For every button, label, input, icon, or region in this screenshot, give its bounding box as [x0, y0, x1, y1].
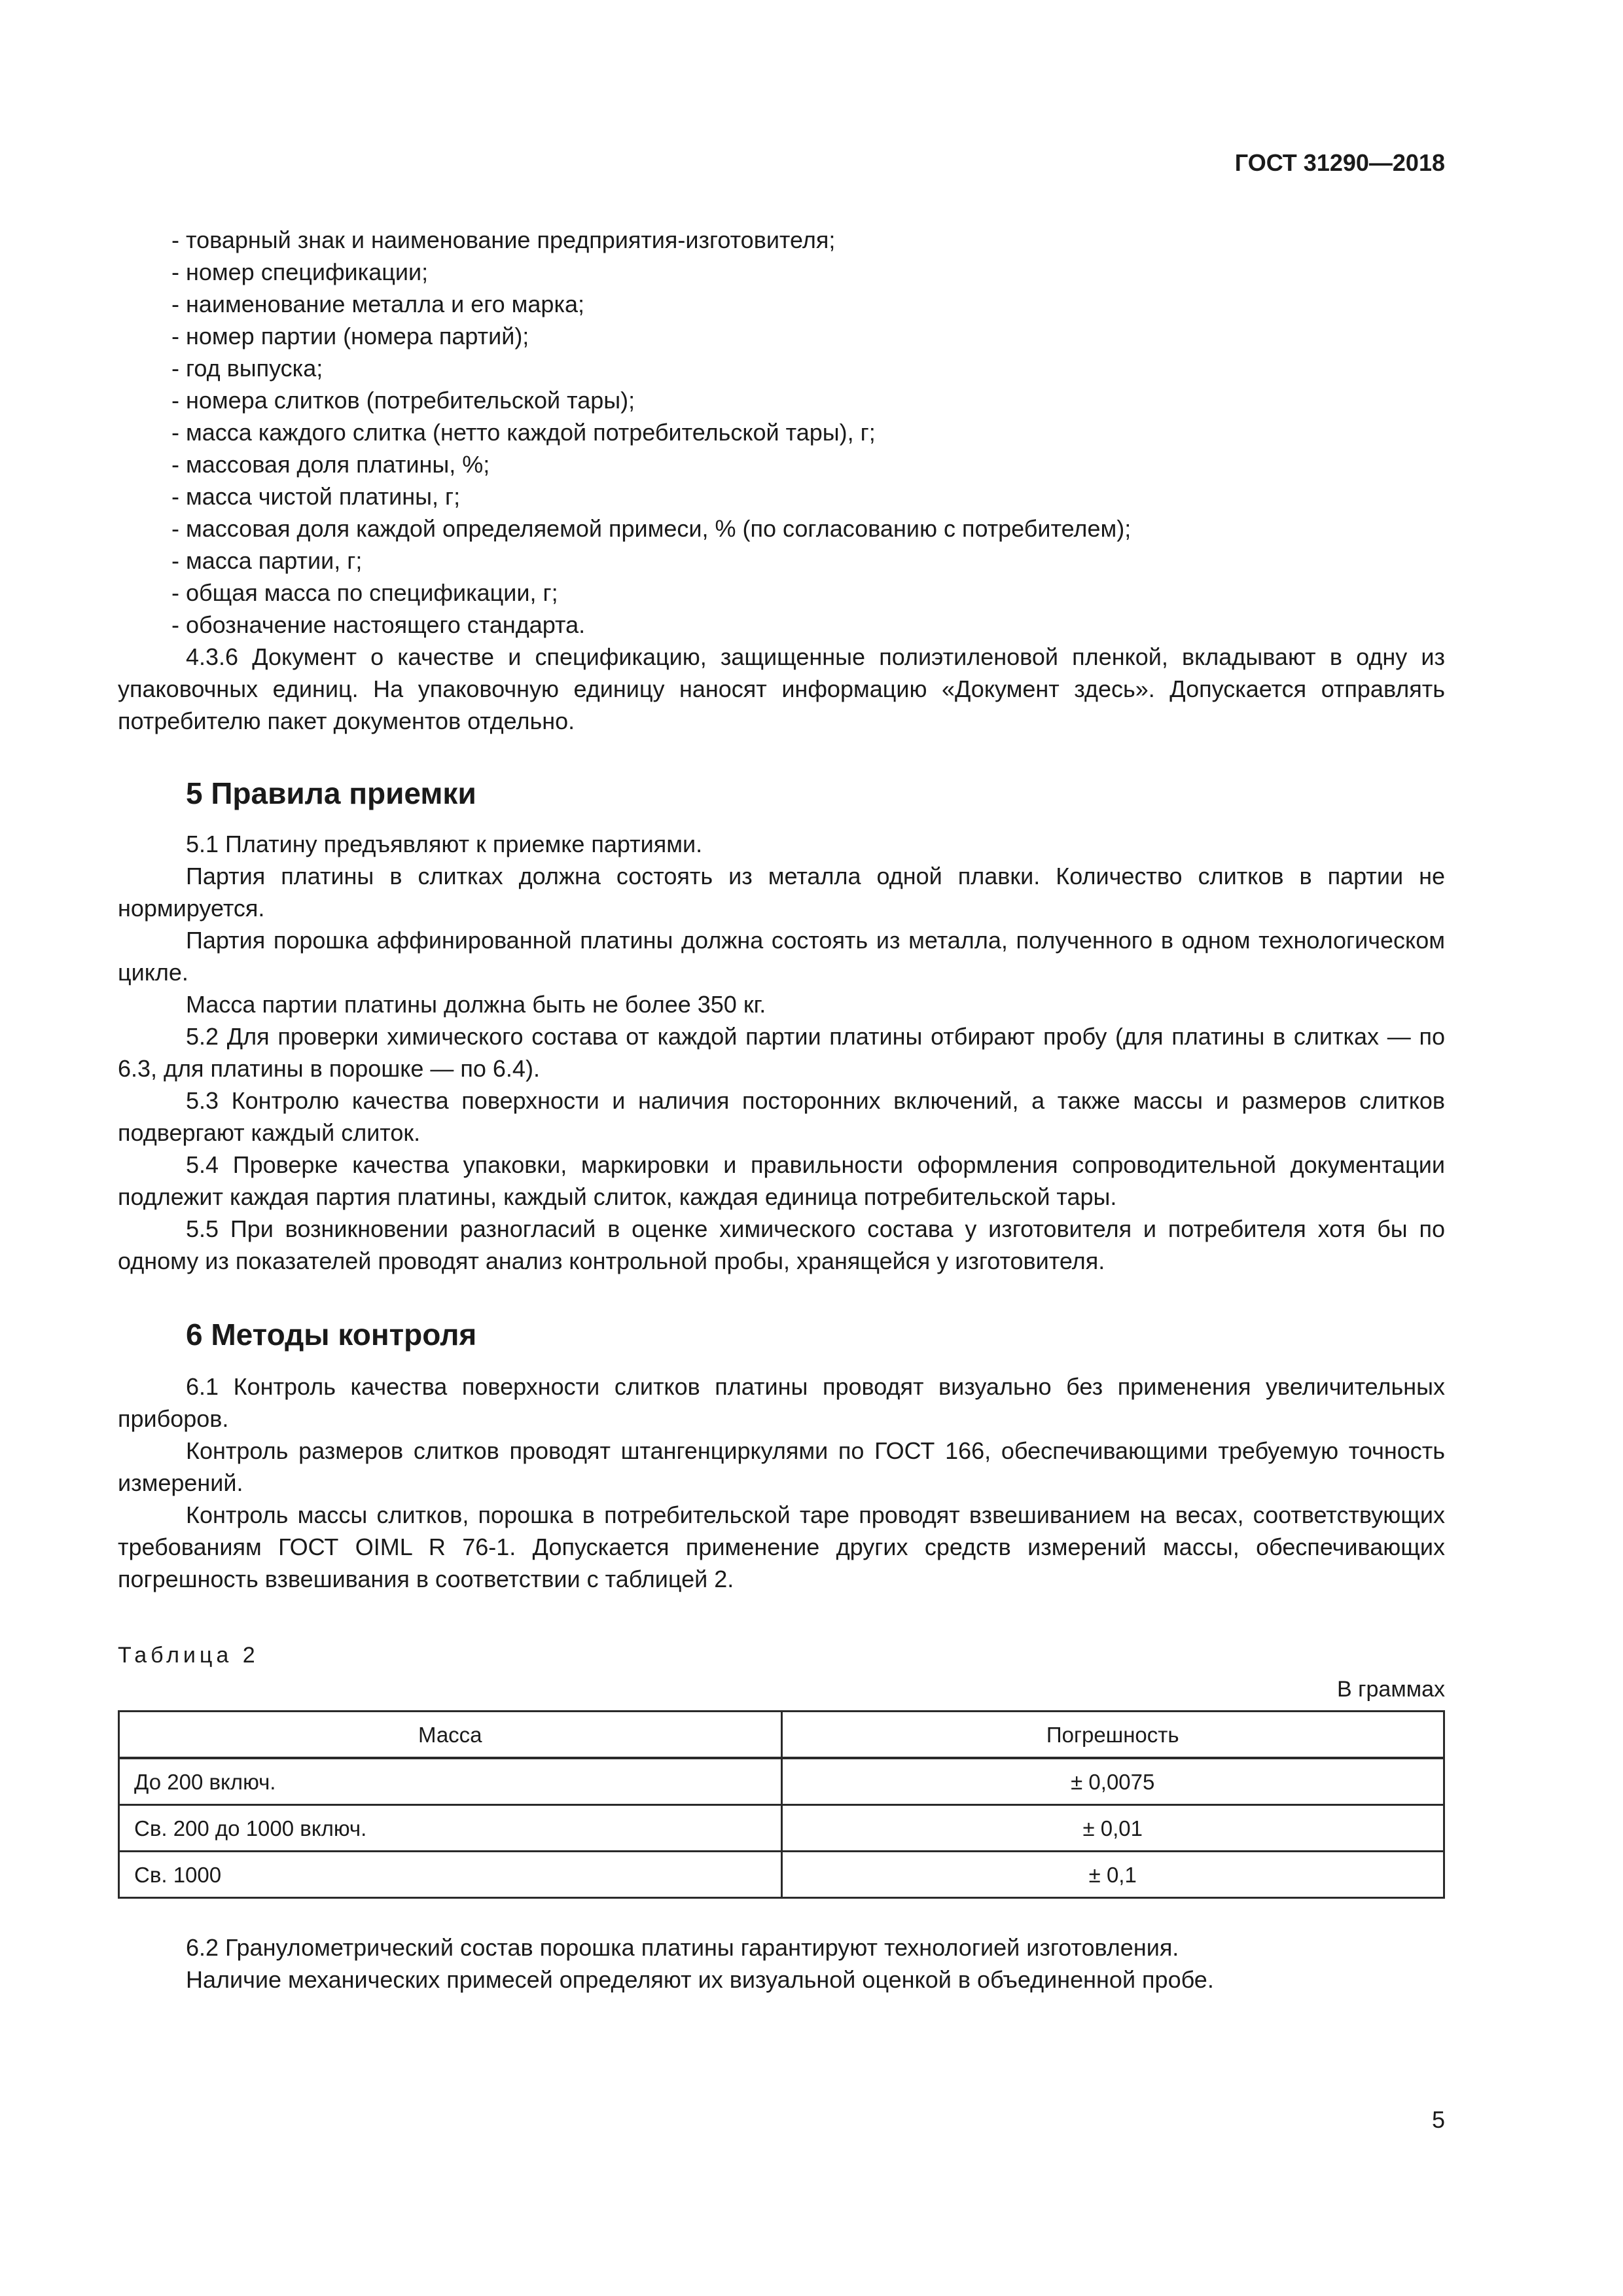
paragraph: Контроль размеров слитков проводят штангенциркулями по ГОСТ 166, обеспечивающими требуемую точность измерений.	[118, 1437, 1445, 1496]
column-header-tolerance: Погрешность	[781, 1712, 1444, 1759]
table-cell: Св. 1000	[119, 1852, 782, 1898]
paragraph: Наличие механических примесей определяют их визуальной оценкой в объединенной пробе.	[186, 1966, 1214, 1993]
paragraph-5-1: 5.1 Платину предъявляют к приемке партиями.	[186, 831, 703, 857]
paragraph: Контроль массы слитков, порошка в потребительской таре проводят взвешиванием на весах, соответствующих требованиям ГОСТ OIML R 76-1. Допускается применение других средств измерений массы, обеспечивающих погрешность взвешивания в соответствии с таблицей 2.	[118, 1501, 1445, 1592]
list-item: - наименование металла и его марка;	[186, 288, 1445, 320]
table-row	[119, 1852, 1444, 1898]
list-item: - номера слитков (потребительской тары);	[186, 384, 1445, 416]
table-cell: Св. 200 до 1000 включ.	[119, 1805, 782, 1852]
table-cell: ± 0,0075	[781, 1758, 1444, 1805]
paragraph-6-2: 6.2 Гранулометрический состав порошка платины гарантируют технологией изготовления.	[186, 1934, 1179, 1961]
list-item: - номер спецификации;	[186, 256, 1445, 288]
list-item: - номер партии (номера партий);	[186, 320, 1445, 352]
marking-list	[118, 224, 1445, 641]
table-header-row	[119, 1712, 1444, 1759]
list-item: - обозначение настоящего стандарта.	[186, 609, 1445, 641]
document-header-id: ГОСТ 31290—2018	[1234, 149, 1445, 176]
section-5-title: 5 Правила приемки	[186, 776, 476, 810]
column-header-mass: Масса	[119, 1712, 782, 1759]
list-item: - масса партии, г;	[186, 545, 1445, 577]
list-item: - масса чистой платины, г;	[186, 480, 1445, 512]
table-cell: ± 0,01	[781, 1805, 1444, 1852]
paragraph-5-4: 5.4 Проверке качества упаковки, маркировки и правильности оформления сопроводительной документации подлежит каждая партия платины, каждый слиток, каждая единица потребительской тары.	[118, 1151, 1445, 1210]
table-cell: До 200 включ.	[119, 1758, 782, 1805]
page-number: 5	[1431, 2106, 1445, 2133]
list-item: - общая масса по спецификации, г;	[186, 577, 1445, 609]
list-item: - массовая доля платины, %;	[186, 448, 1445, 480]
after-table-text	[118, 1931, 1445, 1996]
table-units: В граммах	[1336, 1677, 1445, 1702]
section-6-title: 6 Методы контроля	[186, 1318, 477, 1352]
paragraph: Партия порошка аффинированной платины должна состоять из металла, полученного в одном технологическом цикле.	[118, 927, 1445, 986]
paragraph-5-3: 5.3 Контролю качества поверхности и наличия посторонних включений, а также массы и размеров слитков подвергают каждый слиток.	[118, 1087, 1445, 1146]
list-item: - масса каждого слитка (нетто каждой потребительской тары), г;	[186, 416, 1445, 448]
table-cell: ± 0,1	[781, 1852, 1444, 1898]
table-caption: Таблица 2	[118, 1643, 259, 1668]
table-2	[118, 1710, 1445, 1899]
paragraph-5-2: 5.2 Для проверки химического состава от каждой партии платины отбирают пробу (для платины в слитках — по 6.3, для платины в порошке — по 6.4).	[118, 1023, 1445, 1082]
list-item: - товарный знак и наименование предприятия-изготовителя;	[186, 224, 1445, 256]
paragraph: Партия платины в слитках должна состоять из металла одной плавки. Количество слитков в партии не нормируется.	[118, 863, 1445, 922]
paragraph-6-1: 6.1 Контроль качества поверхности слитков платины проводят визуально без применения увеличительных приборов.	[118, 1373, 1445, 1432]
paragraph-5-5: 5.5 При возникновении разногласий в оценке химического состава у изготовителя и потребителя хотя бы по одному из показателей проводят анализ контрольной пробы, хранящейся у изготовителя.	[118, 1215, 1445, 1274]
table-row	[119, 1758, 1444, 1805]
paragraph: Масса партии платины должна быть не более 350 кг.	[186, 991, 766, 1018]
list-item: - массовая доля каждой определяемой примеси, % (по согласованию с потребителем);	[186, 512, 1445, 545]
list-item: - год выпуска;	[186, 352, 1445, 384]
table-row	[119, 1805, 1444, 1852]
page-content	[118, 224, 1445, 1996]
paragraph-4-3-6: 4.3.6 Документ о качестве и спецификацию, защищенные полиэтиленовой пленкой, вкладывают в одну из упаковочных единиц. На упаковочную единицу наносят информацию «Документ здесь». Допускается отправлять потребителю пакет документов отдельно.	[118, 643, 1445, 734]
